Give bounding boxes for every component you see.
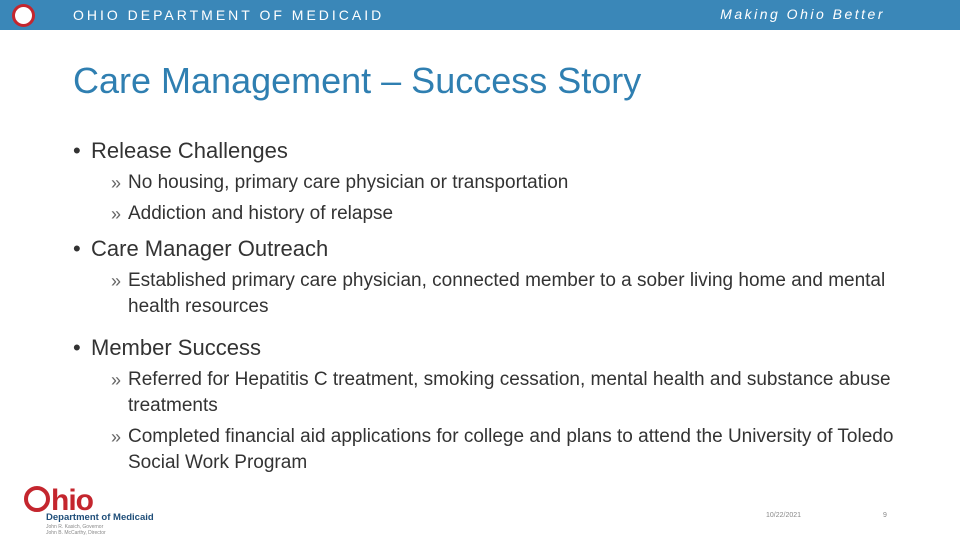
section-heading-text: Care Manager Outreach xyxy=(91,236,329,261)
list-item xyxy=(111,424,913,476)
section-heading xyxy=(73,332,913,364)
logo-name-line: John B. McCarthy, Director xyxy=(46,530,106,536)
list-item xyxy=(111,170,913,196)
section-heading-text: Release Challenges xyxy=(91,138,288,163)
list-item-text: Referred for Hepatitis C treatment, smoking cessation, mental health and substance abuse treatments xyxy=(128,369,891,416)
list-item-text: Addiction and history of relapse xyxy=(128,203,394,224)
list-item xyxy=(111,367,913,419)
list-item xyxy=(111,201,913,227)
header-tagline: Making Ohio Better xyxy=(720,6,885,22)
list-item xyxy=(111,268,913,320)
sub-bullet-icon: » xyxy=(111,370,122,390)
bullet-icon: • xyxy=(73,335,81,360)
sub-list xyxy=(111,367,913,476)
sub-bullet-icon: » xyxy=(111,271,122,291)
page-number: 9 xyxy=(883,512,887,519)
slide-title: Care Management – Success Story xyxy=(73,60,642,101)
slide-content xyxy=(73,135,913,482)
sub-bullet-icon: » xyxy=(111,173,122,193)
section-heading xyxy=(73,135,913,167)
bullet-icon: • xyxy=(73,138,81,163)
sub-list xyxy=(111,268,913,320)
sub-list xyxy=(111,170,913,227)
ohio-medicaid-logo xyxy=(22,485,167,535)
logo-o-icon xyxy=(24,486,50,512)
sub-bullet-icon: » xyxy=(111,427,122,447)
footer-date: 10/22/2021 xyxy=(766,512,802,519)
logo-name-line: John R. Kasich, Governor xyxy=(46,524,104,530)
ohio-logo-icon xyxy=(12,4,35,27)
bullet-icon: • xyxy=(73,236,81,261)
logo-word-text: hio xyxy=(51,484,93,517)
list-item-text: Completed financial aid applications for college and plans to attend the University of Toledo Social Work Program xyxy=(128,426,894,473)
sub-bullet-icon: » xyxy=(111,204,122,224)
logo-subtitle: Department of Medicaid xyxy=(46,512,154,523)
logo-names xyxy=(46,524,106,536)
header-bar xyxy=(0,0,960,30)
header-agency: OHIO DEPARTMENT OF MEDICAID xyxy=(73,7,385,23)
section-heading-text: Member Success xyxy=(91,335,261,360)
list-item-text: Established primary care physician, connected member to a sober living home and mental health resources xyxy=(128,270,886,317)
list-item-text: No housing, primary care physician or transportation xyxy=(128,172,569,193)
section-heading xyxy=(73,233,913,265)
section-release-challenges xyxy=(73,135,913,227)
section-member-success xyxy=(73,332,913,476)
section-care-manager-outreach xyxy=(73,233,913,320)
